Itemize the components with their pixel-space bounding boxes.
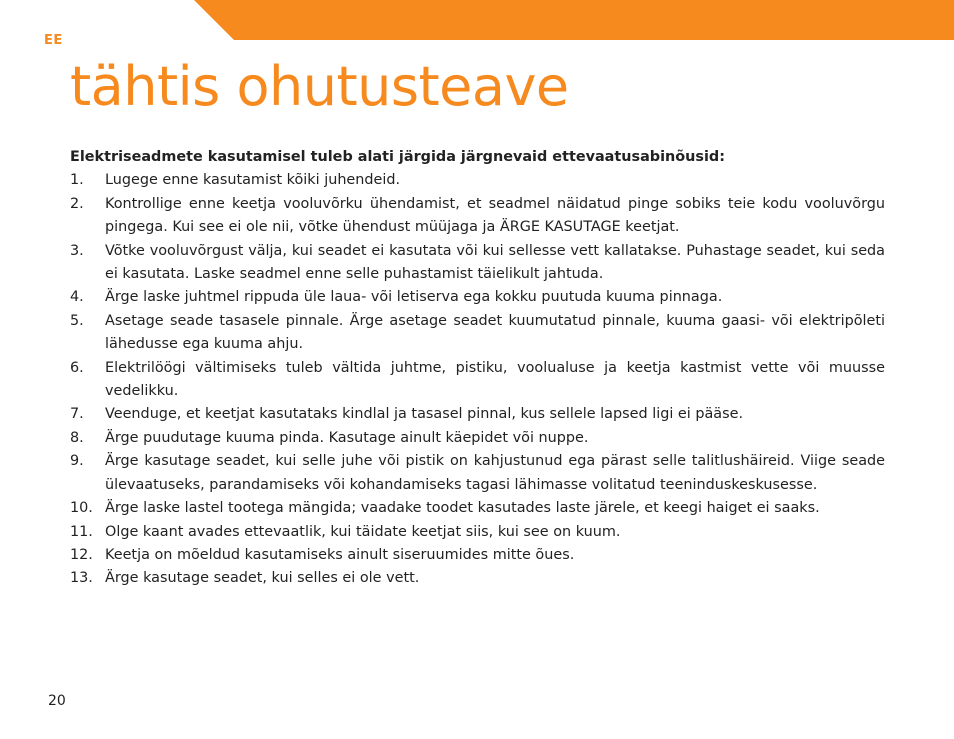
list-item [70, 497, 885, 520]
item-number: 10. [70, 500, 93, 517]
page-number: 20 [48, 693, 66, 709]
item-number: 12. [70, 546, 93, 563]
item-number: 1. [70, 172, 84, 189]
list-item [70, 450, 885, 497]
item-number: 2. [70, 195, 84, 212]
language-tag: EE [44, 33, 63, 48]
intro-text: Elektriseadmete kasutamisel tuleb alati järgida järgnevaid ettevaatusabinõusid: [70, 149, 725, 165]
item-number: 5. [70, 312, 84, 329]
safety-list [70, 169, 885, 590]
header-accent-bar [194, 0, 954, 40]
list-item [70, 403, 885, 426]
safety-content [70, 146, 885, 591]
item-text: Ärge laske lastel tootega mängida; vaadake toodet kasutades laste järele, et keegi haiget ei saaks. [105, 500, 820, 517]
list-item [70, 310, 885, 357]
item-number: 3. [70, 242, 84, 259]
list-item [70, 169, 885, 192]
item-text: Ärge kasutage seadet, kui selle juhe või pistik on kahjustunud ega pärast selle talitlushäireid. Viige seade ülevaatuseks, parandamiseks või kohandamiseks tagasi lähimasse volitatud teeninduskeskusesse. [105, 453, 885, 493]
list-item [70, 357, 885, 404]
item-number: 7. [70, 406, 84, 423]
item-text: Ärge puudutage kuuma pinda. Kasutage ainult käepidet või nuppe. [105, 429, 589, 446]
list-item [70, 544, 885, 567]
item-number: 9. [70, 453, 84, 470]
list-item [70, 521, 885, 544]
list-item [70, 193, 885, 240]
item-text: Elektrilöögi vältimiseks tuleb vältida juhtme, pistiku, voolualuse ja keetja kastmist vette või muusse vedelikku. [105, 359, 885, 400]
list-item [70, 240, 885, 287]
item-number: 8. [70, 429, 84, 446]
item-text: Võtke vooluvõrgust välja, kui seadet ei kasutata või kui sellesse vett kallatakse. Puhastage seadet, kui seda ei kasutata. Laske seadmel enne selle puhastamist täielikult jahtuda. [105, 242, 885, 283]
item-text: Olge kaant avades ettevaatlik, kui täidate keetjat siis, kui see on kuum. [105, 523, 621, 540]
list-item [70, 567, 885, 590]
item-text: Ärge laske juhtmel rippuda üle laua- või letiserva ega kokku puutuda kuuma pinnaga. [105, 289, 723, 306]
item-text: Ärge kasutage seadet, kui selles ei ole vett. [105, 570, 420, 587]
item-number: 11. [70, 523, 93, 540]
item-number: 13. [70, 570, 93, 587]
item-text: Kontrollige enne keetja vooluvõrku ühendamist, et seadmel näidatud pinge sobiks teie kodu vooluvõrgu pingega. Kui see ei ole nii, võtke ühendust müüjaga ja ÄRGE KASUTAGE keetjat. [105, 195, 885, 236]
item-text: Asetage seade tasasele pinnale. Ärge asetage seadet kuumutatud pinnale, kuuma gaasi- või elektripõleti lähedusse ega kuuma ahju. [105, 312, 885, 353]
item-number: 6. [70, 359, 84, 376]
item-number: 4. [70, 289, 84, 306]
item-text: Keetja on mõeldud kasutamiseks ainult siseruumides mitte õues. [105, 546, 575, 563]
item-text: Veenduge, et keetjat kasutataks kindlal ja tasasel pinnal, kus sellele lapsed ligi ei pääse. [105, 406, 744, 423]
list-item [70, 286, 885, 309]
list-item [70, 427, 885, 450]
page-title: tähtis ohutusteave [70, 55, 569, 118]
item-text: Lugege enne kasutamist kõiki juhendeid. [105, 172, 401, 189]
